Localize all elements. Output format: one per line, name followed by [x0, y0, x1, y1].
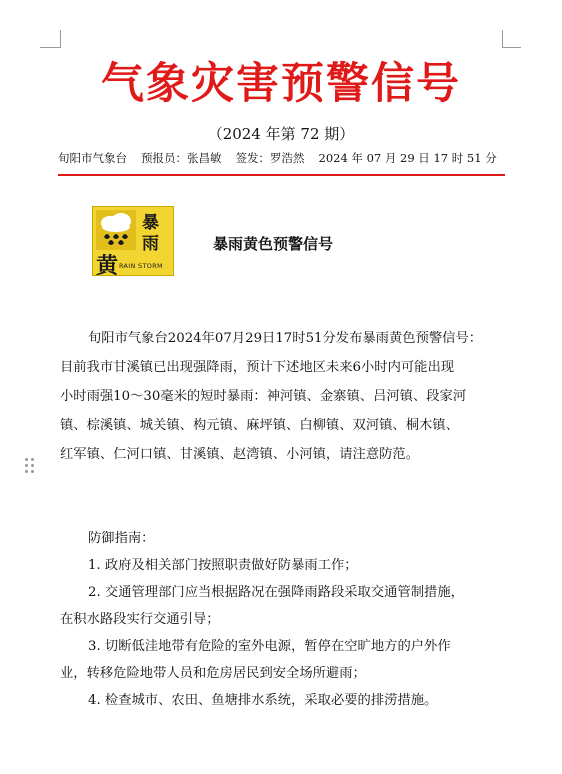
- guide-list: [60, 552, 508, 714]
- icon-english-label: RAIN STORM: [119, 262, 163, 270]
- meta-forecaster: 预报员：张昌敏: [141, 151, 222, 165]
- warning-body: [60, 324, 508, 469]
- icon-char-bao: 暴: [142, 213, 159, 233]
- body-line: 红军镇、仁河口镇、甘溪镇、赵湾镇、小河镇，请注意防范。: [60, 447, 420, 462]
- body-line: 镇、棕溪镇、城关镇、构元镇、麻坪镇、白柳镇、双河镇、桐木镇、: [60, 418, 459, 433]
- drag-handle-icon[interactable]: [25, 458, 35, 474]
- body-line: 旬阳市气象台2024年07月29日17时51分发布暴雨黄色预警信号：: [88, 331, 483, 346]
- header-rule: [58, 174, 505, 176]
- icon-char-huang: 黄: [96, 253, 119, 279]
- guide-title: 防御指南：: [88, 531, 155, 546]
- crop-mark: [60, 30, 61, 48]
- meta-station: 旬阳市气象台: [58, 151, 127, 165]
- rain-cloud-icon: [96, 210, 136, 250]
- guide-item-3: 3. 切断低洼地带有危险的室外电源，暂停在空旷地方的户外作: [88, 639, 451, 654]
- signal-name: 暴雨黄色预警信号: [213, 235, 334, 253]
- meta-signer: 签发：罗浩然: [235, 151, 305, 165]
- issue-number: （2024 年第 72 期）: [207, 125, 355, 143]
- crop-mark: [502, 47, 521, 48]
- crop-mark: [40, 47, 61, 48]
- guide-item-2: 2. 交通管理部门应当根据路况在强降雨路段采取交通管制措施，: [88, 585, 464, 600]
- guide-item-3-cont: 业，转移危险地带人员和危房居民到安全场所避雨；: [60, 666, 366, 681]
- document-meta: [58, 150, 508, 166]
- guide-item-1: 1. 政府及相关部门按照职责做好防暴雨工作；: [88, 558, 358, 573]
- crop-mark: [502, 30, 503, 48]
- body-line: 小时雨强10～30毫米的短时暴雨：神河镇、金寨镇、吕河镇、段家河: [60, 389, 467, 404]
- document-title: 气象灾害预警信号: [101, 59, 461, 109]
- guide-item-2-cont: 在积水路段实行交通引导；: [60, 612, 220, 627]
- meta-datetime: 2024 年 07 月 29 日 17 时 51 分: [318, 151, 497, 165]
- body-line: 目前我市甘溪镇已出现强降雨，预计下述地区未来6小时内可能出现: [60, 360, 455, 375]
- guide-item-4: 4. 检查城市、农田、鱼塘排水系统，采取必要的排涝措施。: [88, 693, 438, 708]
- icon-char-yu: 雨: [142, 234, 159, 254]
- rainstorm-yellow-icon: [92, 206, 174, 279]
